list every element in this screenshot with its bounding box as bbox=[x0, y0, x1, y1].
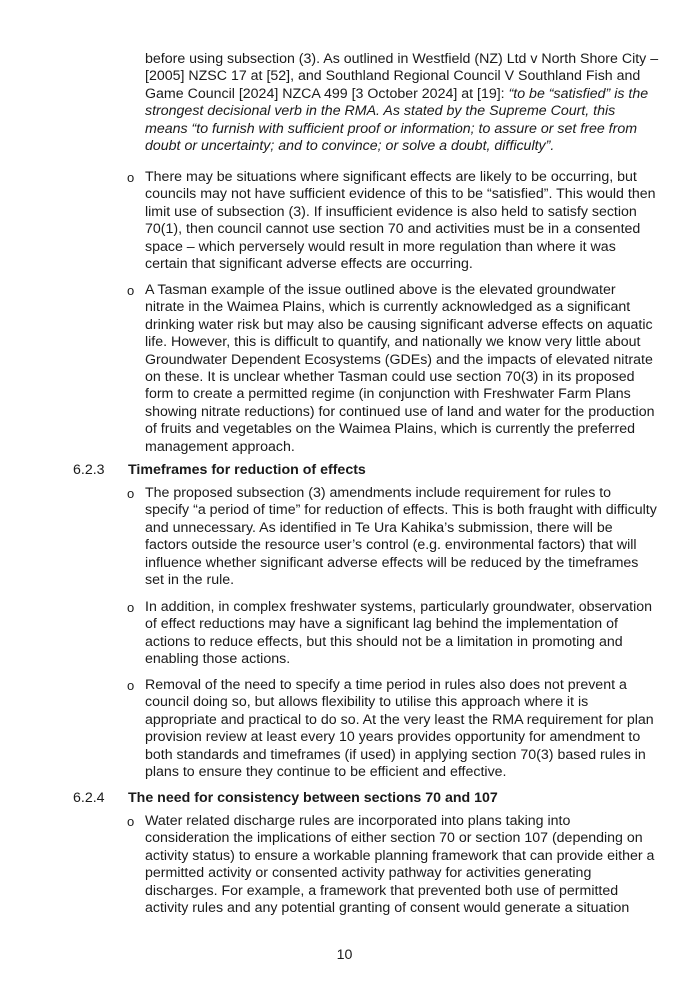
list-item bbox=[127, 485, 657, 589]
list-item bbox=[127, 282, 657, 456]
continuation-text: before using subsection (3). As outlined in Westfield (NZ) Ltd v North Shore City – [2005] NZSC 17 at [52], and Southland Regional Council V Southland Fish and Game Council [2024] NZCA 499 [3 October 2024] at [19]: bbox=[145, 51, 659, 102]
section-number: 6.2.4 bbox=[73, 790, 105, 806]
list-item bbox=[127, 677, 657, 781]
list-item bbox=[127, 169, 657, 273]
list-item-text: Water related discharge rules are incorporated into plans taking into consideration the implications of either section 70 or section 107 (depending on activity status) to ensure a workable planning framework that can provide either a permitted activity or consented activity pathway for activities generating discharges. For example, a framework that prevented both use of permitted activity rules and any potential granting of consent would generate a situation bbox=[145, 813, 655, 917]
list-item bbox=[127, 813, 657, 917]
list-item-text: In addition, in complex freshwater systems, particularly groundwater, observation of effect reductions may have a significant lag behind the implementation of actions to reduce effects, but this should not be a limitation in promoting and enabling those actions. bbox=[145, 599, 653, 668]
list-item-text: A Tasman example of the issue outlined above is the elevated groundwater nitrate in the Waimea Plains, which is currently acknowledged as a significant drinking water risk but may also be causing significant adverse effects on aquatic life. However, this is difficult to quantify, and nationally we know very little about Groundwater Dependent Ecosystems (GDEs) and the impacts of elevated nitrate on these. It is unclear whether Tasman could use section 70(3) in its proposed form to create a permitted regime (in conjunction with Freshwater Farm Plans showing nitrate reductions) for continued use of land and water for the production of fruits and vegetables on the Waimea Plains, which is currently the preferred management approach. bbox=[145, 282, 655, 455]
hollow-bullet-icon: o bbox=[127, 814, 135, 829]
hollow-bullet-icon: o bbox=[127, 486, 135, 501]
section-title: The need for consistency between sections 70 and 107 bbox=[128, 790, 498, 806]
hollow-bullet-icon: o bbox=[127, 170, 135, 185]
hollow-bullet-icon: o bbox=[127, 600, 135, 615]
continuation-paragraph bbox=[145, 51, 660, 155]
section-number: 6.2.3 bbox=[73, 462, 105, 478]
list-item bbox=[127, 599, 657, 669]
continuation-quote: “to be “satisfied” is the strongest decisional verb in the RMA. As stated by the Supreme Court, this means “to furnish with sufficient proof or information; to assure or set free from doubt or uncertainty; and to convince; or solve a doubt, difficulty”. bbox=[145, 85, 649, 155]
list-item-text: The proposed subsection (3) amendments include requirement for rules to specify “a period of time” for reduction of effects. This is both fraught with difficulty and unnecessary. As identified in Te Ura Kahika’s submission, there will be factors outside the resource user’s control (e.g. environmental factors) that will influence whether significant adverse effects will be reduced by the timeframes set in the rule. bbox=[145, 485, 657, 589]
hollow-bullet-icon: o bbox=[127, 678, 135, 693]
list-item-text: There may be situations where significant effects are likely to be occurring, but councils may not have sufficient evidence of this to be “satisfied”. This would then limit use of subsection (3). If insufficient evidence is also held to satisfy section 70(1), then council cannot use section 70 and activities must be in a consented space – which perversely would result in more regulation than where it was certain that significant adverse effects are occurring. bbox=[145, 169, 656, 273]
section-title: Timeframes for reduction of effects bbox=[128, 462, 366, 478]
list-item-text: Removal of the need to specify a time period in rules also does not prevent a council doing so, but allows flexibility to utilise this approach where it is appropriate and practical to do so. At the very least the RMA requirement for plan provision review at least every 10 years provides opportunity for amendment to both standards and timeframes (if used) in applying section 70(3) based rules in plans to ensure they continue to be efficient and effective. bbox=[145, 677, 654, 781]
hollow-bullet-icon: o bbox=[127, 283, 135, 298]
page-number: 10 bbox=[336, 947, 353, 963]
